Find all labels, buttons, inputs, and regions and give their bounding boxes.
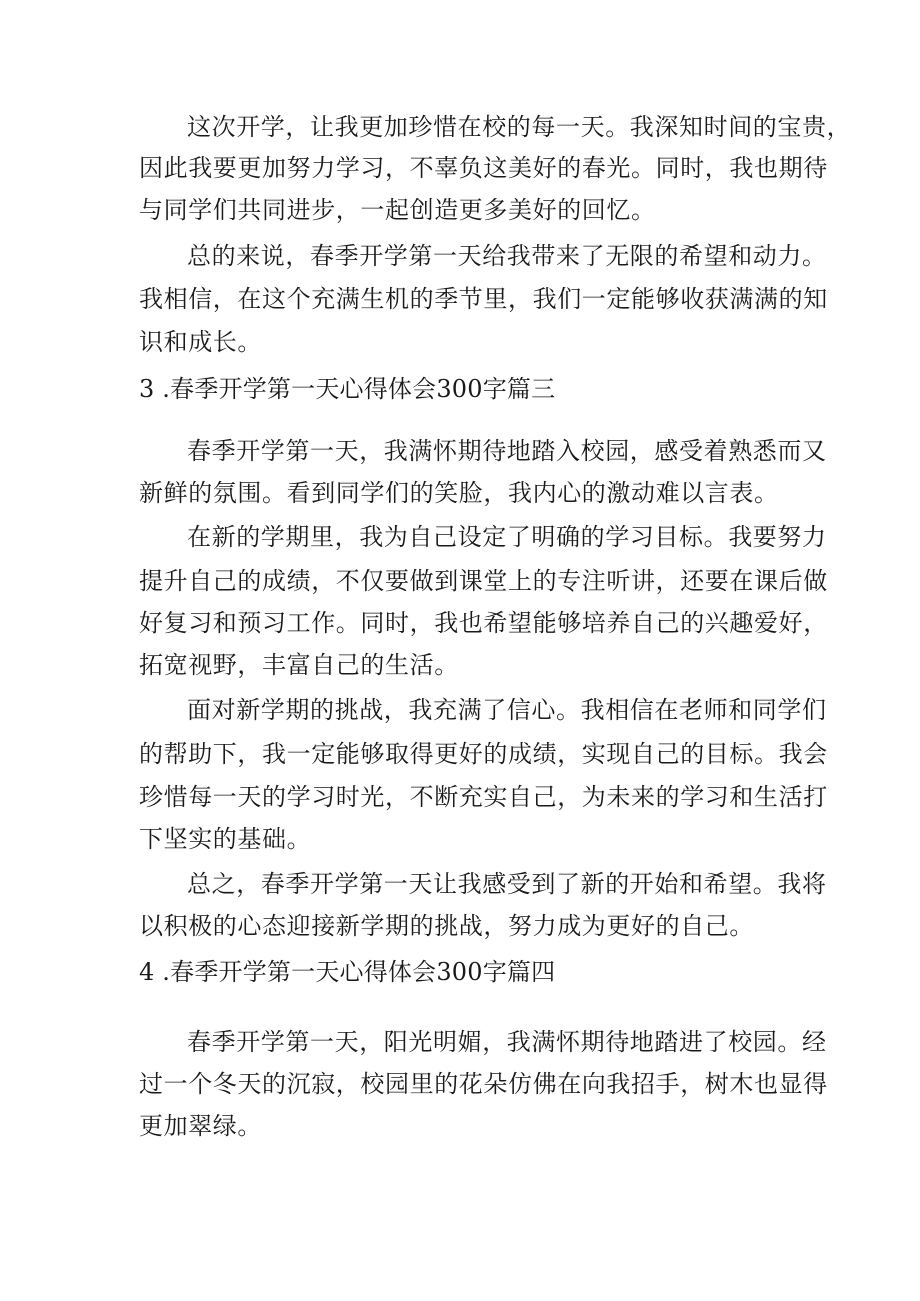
paragraph-line: 拓宽视野，丰富自己的生活。 — [139, 651, 459, 679]
section-heading: 4 .春季开学第一天心得体会300字篇四 — [139, 958, 556, 986]
paragraph-line: 与同学们共同进步，一起创造更多美好的回忆。 — [139, 196, 656, 224]
paragraph-line: 提升自己的成绩，不仅要做到课堂上的专注听讲，还要在课后做 — [139, 567, 828, 595]
paragraph-line: 春季开学第一天，我满怀期待地踏入校园，感受着熟悉而又 — [187, 437, 827, 465]
paragraph-line: 因此我要更加努力学习，不辜负这美好的春光。同时，我也期待 — [139, 154, 828, 182]
paragraph-line: 这次开学，让我更加珍惜在校的每一天。我深知时间的宝贵， — [187, 113, 852, 141]
paragraph-line: 在新的学期里，我为自己设定了明确的学习目标。我要努力 — [187, 523, 827, 551]
paragraph-line: 过一个冬天的沉寂，校园里的花朵仿佛在向我招手，树木也显得 — [139, 1070, 828, 1098]
paragraph-line: 更加翠绿。 — [139, 1112, 262, 1140]
paragraph-line: 以积极的心态迎接新学期的挑战，努力成为更好的自己。 — [139, 912, 754, 940]
paragraph-line: 好复习和预习工作。同时，我也希望能够培养自己的兴趣爱好， — [139, 609, 828, 637]
paragraph-line: 总的来说，春季开学第一天给我带来了无限的希望和动力。 — [187, 242, 827, 270]
paragraph-line: 识和成长。 — [139, 328, 262, 356]
paragraph-line: 珍惜每一天的学习时光，不断充实自己，为未来的学习和生活打 — [139, 783, 828, 811]
paragraph-line: 下坚实的基础。 — [139, 825, 312, 853]
paragraph-line: 我相信，在这个充满生机的季节里，我们一定能够收获满满的知 — [139, 285, 828, 313]
paragraph-line: 春季开学第一天，阳光明媚，我满怀期待地踏进了校园。经 — [187, 1028, 827, 1056]
paragraph-line: 面对新学期的挑战，我充满了信心。我相信在老师和同学们 — [187, 696, 827, 724]
paragraph-line: 新鲜的氛围。看到同学们的笑脸，我内心的激动难以言表。 — [139, 479, 779, 507]
paragraph-line: 的帮助下，我一定能够取得更好的成绩，实现自己的目标。我会 — [139, 740, 828, 768]
section-heading: 3 .春季开学第一天心得体会300字篇三 — [139, 375, 556, 403]
paragraph-line: 总之，春季开学第一天让我感受到了新的开始和希望。我将 — [187, 870, 827, 898]
